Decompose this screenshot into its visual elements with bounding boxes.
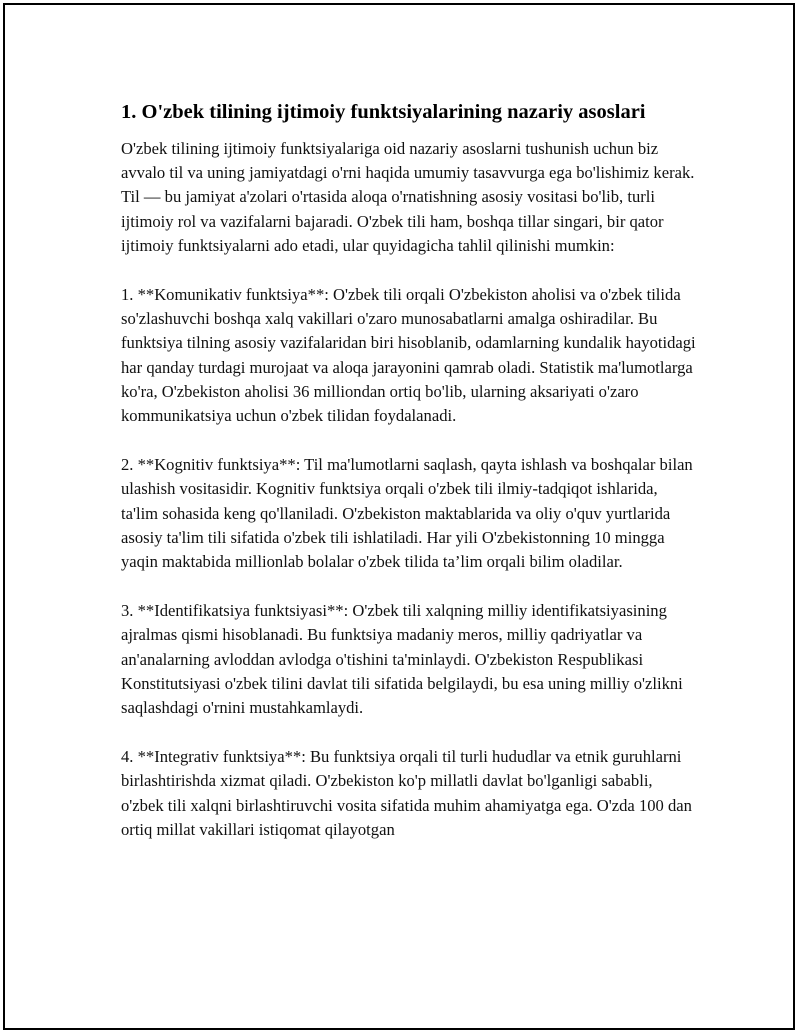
- paragraph-communicative: 1. **Komunikativ funktsiya**: O'zbek tili orqali O'zbekiston aholisi va o'zbek tilida so'zlashuvchi boshqa xalq vakillari o'zaro munosabatlarni amalga oshiradilar. Bu funktsiya tilning asosiy vazifalaridan biri hisoblanib, odamlarning kundalik hayotidagi har qanday turdagi murojaat va aloqa jarayonini qamrab oladi. Statistik ma'lumotlarga ko'ra, O'zbekiston aholisi 36 milliondan ortiq bo'lib, ularning aksariyati o'zaro kommunikatsiya uchun o'zbek tilidan foydalanadi.: [121, 285, 696, 426]
- document-body: [121, 99, 696, 842]
- paragraph-integrative: 4. **Integrativ funktsiya**: Bu funktsiya orqali til turli hududlar va etnik guruhlarni birlashtirishda xizmat qiladi. O'zbekiston ko'p millatli davlat bo'lganligi sababli, o'zbek tili xalqni birlashtiruvchi vosita sifatida muhim ahamiyatga ega. O'zda 100 dan ortiq millat vakillari istiqomat qilayotgan: [121, 747, 692, 839]
- page-frame: [3, 3, 795, 1030]
- paragraph-identification: 3. **Identifikatsiya funktsiyasi**: O'zbek tili xalqning milliy identifikatsiyasining ajralmas qismi hisoblanadi. Bu funktsiya madaniy meros, milliy qadriyatlar va an'analarning avloddan avlodga o'tishini ta'minlaydi. O'zbekiston Respublikasi Konstitutsiyasi o'zbek tilini davlat tili sifatida belgilaydi, bu esa uning milliy o'zlikni saqlashdagi o'rnini mustahkamlaydi.: [121, 601, 683, 718]
- paragraph-cognitive: 2. **Kognitiv funktsiya**: Til ma'lumotlarni saqlash, qayta ishlash va boshqalar bilan ulashish vositasidir. Kognitiv funktsiya orqali o'zbek tili ilmiy-tadqiqot ishlarida, ta'lim sohasida keng qo'llaniladi. O'zbekiston maktablarida va oliy o'quv yurtlarida asosiy ta'lim tili sifatida o'zbek tili ishlatiladi. Har yili O'zbekistonning 10 mingga yaqin maktabida millionlab bolalar o'zbek tilida ta’lim orqali bilim oladilar.: [121, 455, 693, 572]
- section-title: 1. O'zbek tilining ijtimoiy funktsiyalarining nazariy asoslari: [121, 101, 646, 123]
- paragraph-intro: O'zbek tilining ijtimoiy funktsiyalariga oid nazariy asoslarni tushunish uchun biz avvalo til va uning jamiyatdagi o'rni haqida umumiy tasavvurga ega bo'lishimiz kerak. Til — bu jamiyat a'zolari o'rtasida aloqa o'rnatishning asosiy vositasi bo'lib, turli ijtimoiy rol va vazifalarni bajaradi. O'zbek tili ham, boshqa tillar singari, bir qator ijtimoiy funktsiyalarni ado etadi, ular quyidagicha tahlil qilinishi mumkin:: [121, 139, 695, 255]
